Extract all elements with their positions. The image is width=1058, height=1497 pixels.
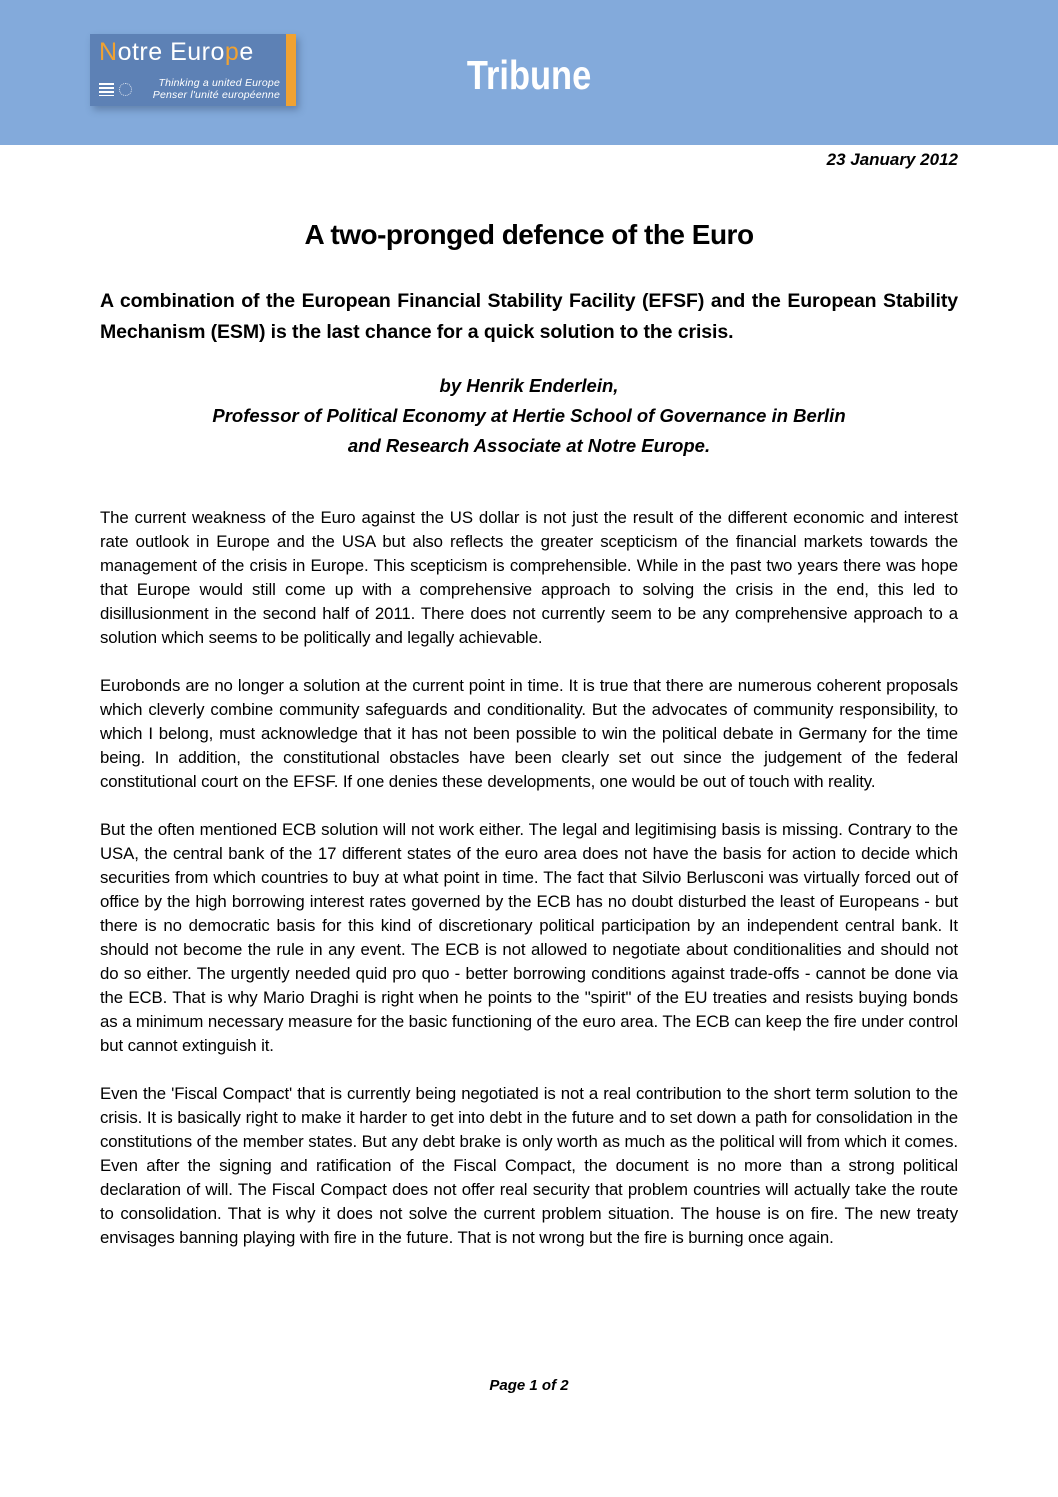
header-banner [0, 0, 1058, 145]
paragraph-4: Even the 'Fiscal Compact' that is currently being negotiated is not a real contribution to the short term solution to the crisis. It is basically right to make it harder to get into debt in the future and to set down a path for consolidation in the constitutions of the member states. But any debt brake is only worth as much as the political will from which it comes. Even after the signing and ratification of the Fiscal Compact, the document is no more than a strong political declaration of will. The Fiscal Compact does not offer real security that problem countries will actually take the route to consolidation. That is why it does not solve the current problem situation. The house is on fire. The new treaty envisages banning playing with fire in the future. That is not wrong but the fire is burning once again. [100, 1084, 958, 1247]
page-number: Page 1 of 2 [489, 1377, 569, 1394]
banner-title-container [0, 52, 1058, 99]
byline [0, 371, 1058, 461]
article-body [100, 506, 958, 1274]
byline-affiliation: and Research Associate at Notre Europe. [347, 435, 711, 456]
logo-tagline-fr: Penser l'unité européenne [152, 89, 280, 101]
article-subtitle: A combination of the European Financial Stability Facility (EFSF) and the European Stability Mechanism (ESM) is the last chance for a quick solution to the crisis. [100, 290, 958, 343]
paragraph-1: The current weakness of the Euro against the US dollar is not just the result of the different economic and interest rate outlook in Europe and the USA but also reflects the greater scepticism of the financial markets towards the management of the crisis in Europe. This scepticism is comprehensible. While in the past two years there was hope that Europe would still come up with a comprehensive approach to solving the crisis in the end, this led to disillusionment in the second half of 2011. There does not currently seem to be any comprehensive approach to a solution which seems to be politically and legally achievable. [100, 508, 958, 647]
brand-mid: otre Euro [117, 38, 225, 66]
date-line: 23 January 2012 [826, 150, 958, 169]
brand-letter-n: N [99, 38, 118, 66]
brand-letter-p: p [224, 38, 240, 66]
publication-title: Tribune [466, 52, 592, 98]
byline-author: by Henrik Enderlein, [439, 375, 619, 396]
paragraph-2: Eurobonds are no longer a solution at the current point in time. It is true that there are numerous coherent proposals which cleverly combine community safeguards and conditionality. But the advocates of community responsibility, to which I belong, must acknowledge that it has not been possible to win the political debate in Germany for the time being. In addition, the constitutional obstacles have been clearly set out since the judgement of the federal constitutional court on the EFSF. If one denies these developments, one would be out of touch with reality. [100, 676, 958, 791]
brand-tail: e [239, 38, 254, 66]
paragraph-3: But the often mentioned ECB solution will not work either. The legal and legitimising basis is missing. Contrary to the USA, the central bank of the 17 different states of the euro area does not have the basis for action to decide which securities from which countries to buy at what point in time. The fact that Silvio Berlusconi was virtually forced out of office by the high borrowing interest rates governed by the ECB has no doubt disturbed the least of Europeans - but there is no democratic basis for this kind of discretionary political participation by an independent central bank. It should not become the rule in any event. The ECB is not allowed to negotiate about conditionalities and should not do so either. The urgently needed quid pro quo - better borrowing conditions against trade-offs - cannot be done via the ECB. That is why Mario Draghi is right when he points to the "spirit" of the EU treaties and resists buying bonds as a minimum necessary measure for the basic functioning of the euro area. The ECB can keep the fire under control but cannot extinguish it. [100, 820, 958, 1055]
logo-tagline-en: Thinking a united Europe [158, 77, 280, 89]
byline-role: Professor of Political Economy at Hertie School of Governance in Berlin [212, 405, 846, 426]
article-title: A two-pronged defence of the Euro [304, 219, 754, 250]
